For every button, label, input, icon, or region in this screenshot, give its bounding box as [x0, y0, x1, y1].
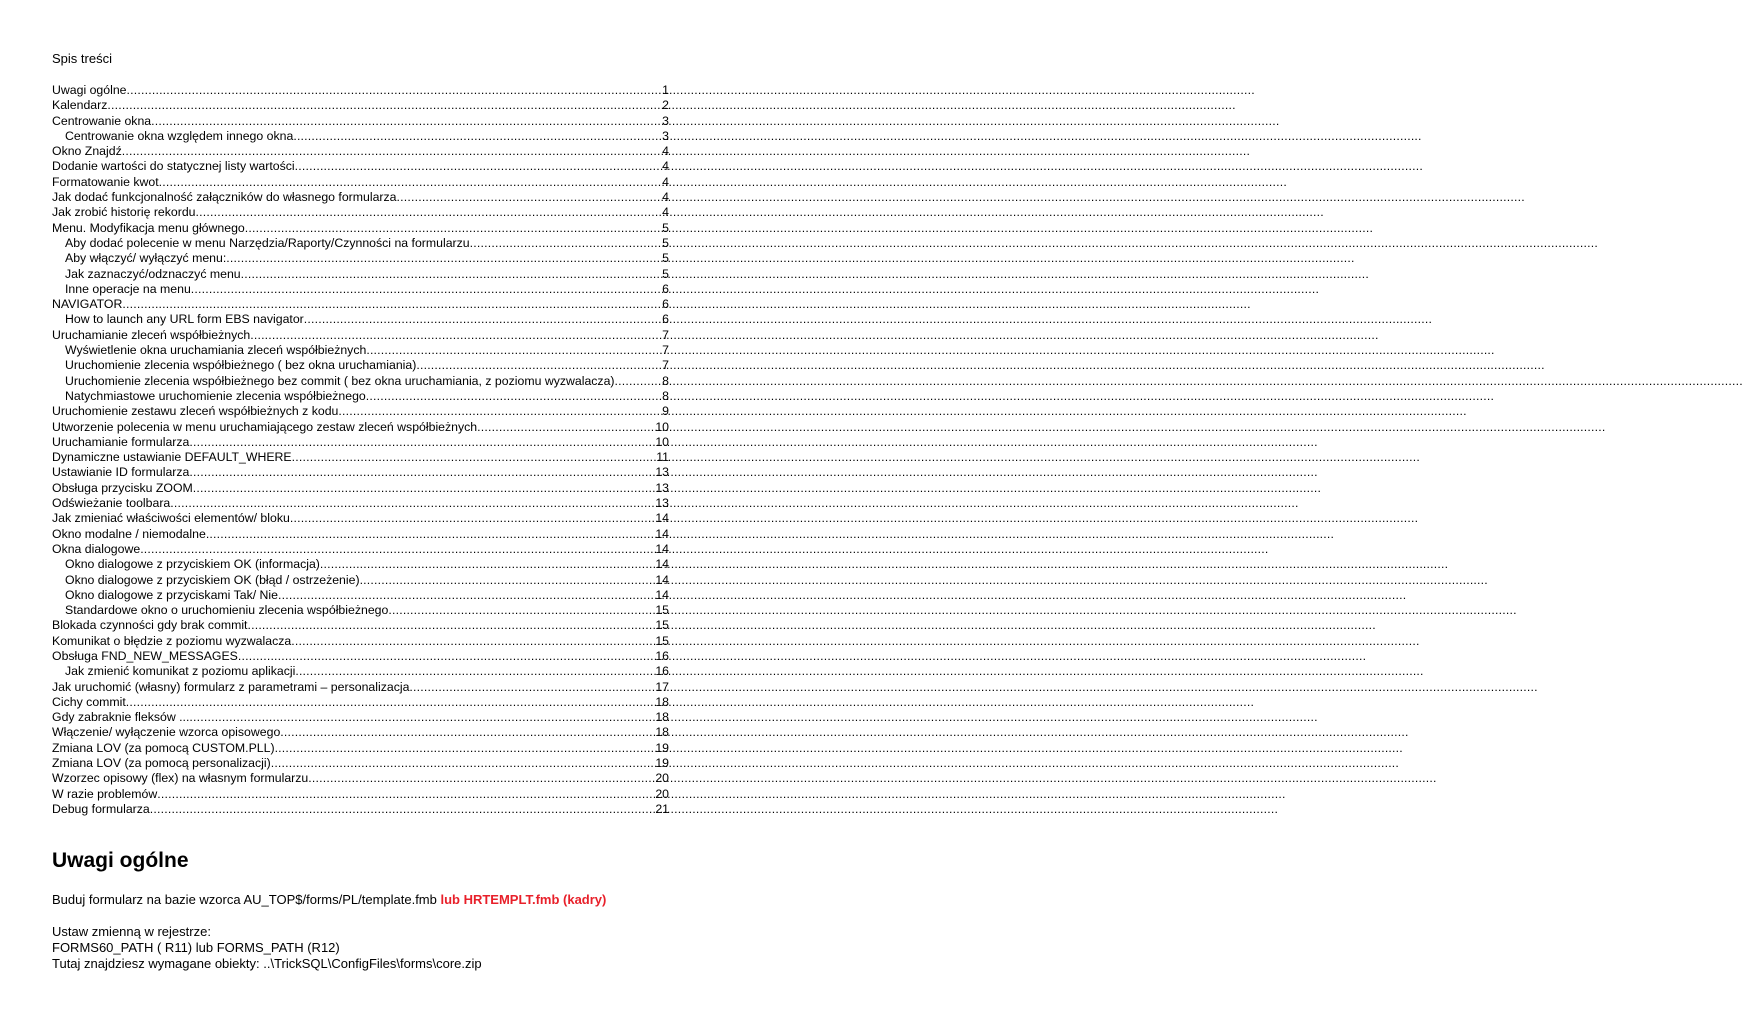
toc-entry[interactable]	[52, 221, 669, 236]
toc-entry-page-number[interactable]: 14	[655, 557, 669, 572]
toc-leader-dots	[107, 98, 662, 113]
toc-entry-label[interactable]: Obsługa przycisku ZOOM	[52, 480, 193, 495]
toc-leader-dots	[241, 267, 663, 282]
toc-entry[interactable]	[52, 251, 669, 266]
section-paragraph-template	[52, 892, 606, 908]
toc-entry-page-number[interactable]: 6	[662, 281, 669, 296]
toc-entry-page-number[interactable]: 10	[655, 419, 669, 434]
toc-entry-page-number[interactable]: 7	[662, 358, 669, 373]
toc-entry-label[interactable]: NAVIGATOR	[52, 297, 123, 312]
toc-leader-dots	[245, 221, 662, 236]
toc-entry-label[interactable]: Cichy commit	[52, 694, 126, 709]
document-page	[0, 0, 724, 1024]
toc-entry-page-number[interactable]: 3	[662, 113, 669, 128]
toc-entry[interactable]	[52, 374, 669, 389]
toc-entry-page-number[interactable]: 14	[655, 541, 669, 556]
toc-entry[interactable]	[52, 175, 669, 190]
required-objects-line: Tutaj znajdziesz wymagane obiekty: ..\TrickSQL\ConfigFiles\forms\core.zip	[52, 956, 482, 971]
toc-entry-label[interactable]: Centrowanie okna względem innego okna	[65, 128, 294, 143]
toc-entry-label[interactable]: Gdy zabraknie fleksów ...	[52, 710, 190, 725]
toc-entry-label[interactable]: Zmiana LOV (za pomocą personalizacji)	[52, 756, 271, 771]
toc-leader-dots	[360, 573, 656, 588]
toc-entry-label[interactable]: Centrowanie okna	[52, 113, 152, 128]
toc-entry-label[interactable]: How to launch any URL form EBS navigator	[65, 312, 304, 327]
toc-leader-dots	[291, 634, 655, 649]
toc-entry[interactable]	[52, 680, 669, 695]
toc-leader-dots	[157, 787, 655, 802]
toc-entry-label[interactable]: Komunikat o błędzie z poziomu wyzwalacza	[52, 633, 292, 648]
toc-entry[interactable]	[52, 496, 669, 511]
toc-entry-page-number[interactable]: 8	[662, 388, 669, 403]
toc-entry[interactable]	[52, 542, 669, 557]
toc-entry[interactable]	[52, 588, 669, 603]
toc-entry[interactable]	[52, 435, 669, 450]
toc-entry-page-number[interactable]: 1	[662, 83, 669, 97]
toc-leader-dots	[295, 159, 663, 174]
toc-leader-dots	[292, 450, 657, 465]
toc-leader-dots	[366, 343, 662, 358]
toc-entry[interactable]	[52, 404, 669, 419]
toc-entry-page-number[interactable]: 13	[655, 480, 669, 495]
toc-entry[interactable]	[52, 205, 669, 220]
toc-entry-label[interactable]: Włączenie/ wyłączenie wzorca opisowego	[52, 725, 281, 740]
toc-entry-page-number[interactable]: 21	[655, 801, 669, 816]
toc-entry[interactable]	[52, 420, 669, 435]
toc-entry-label[interactable]: Jak zrobić historię rekordu	[52, 205, 196, 220]
toc-entry[interactable]	[52, 83, 669, 98]
toc-leader-dots	[416, 358, 662, 373]
toc-entry-label[interactable]: Utworzenie polecenia w menu uruchamiającego zestaw zleceń współbieżnych	[52, 419, 478, 434]
toc-entry-page-number[interactable]: 13	[655, 496, 669, 511]
toc-leader-dots	[290, 511, 655, 526]
toc-entry-label[interactable]: Aby włączyć/ wyłączyć menu:	[65, 251, 227, 266]
toc-entry-label[interactable]: Okna dialogowe	[52, 541, 141, 556]
toc-entry[interactable]	[52, 573, 669, 588]
toc-entry[interactable]	[52, 358, 669, 373]
toc-entry[interactable]	[52, 98, 669, 113]
toc-entry[interactable]	[52, 267, 669, 282]
toc-entry[interactable]	[52, 144, 669, 159]
toc-entry-page-number[interactable]: 5	[662, 266, 669, 281]
toc-entry-label[interactable]: Uruchamianie formularza	[52, 434, 190, 449]
toc-entry-page-number[interactable]: 7	[662, 343, 669, 358]
toc-entry[interactable]	[52, 664, 669, 679]
toc-leader-dots	[293, 129, 662, 144]
toc-leader-dots	[338, 404, 662, 419]
toc-leader-dots	[247, 618, 655, 633]
toc-leader-dots	[477, 420, 655, 435]
toc-entry-label[interactable]: Uruchamianie zleceń współbieżnych	[52, 327, 251, 342]
toc-leader-dots	[409, 680, 655, 695]
toc-entry-label[interactable]: Jak zmienić komunikat z poziomu aplikacji	[65, 664, 296, 679]
toc-entry-label[interactable]: Okno dialogowe z przyciskiem OK (informacja)	[65, 557, 320, 572]
toc-leader-dots	[191, 282, 662, 297]
toc-entry-page-number[interactable]: 14	[655, 572, 669, 587]
toc-leader-dots	[308, 771, 655, 786]
toc-leader-dots	[206, 527, 656, 542]
toc-entry-page-number[interactable]: 4	[662, 144, 669, 159]
toc-leader-dots	[122, 144, 662, 159]
toc-leader-dots	[615, 374, 663, 389]
toc-entry-page-number[interactable]: 4	[662, 174, 669, 189]
toc-leader-dots	[271, 756, 656, 771]
toc-entry-page-number[interactable]: 5	[662, 220, 669, 235]
toc-entry-label[interactable]: Jak dodać funkcjonalność załączników do własnego formularza	[52, 190, 397, 205]
toc-leader-dots	[238, 649, 655, 664]
toc-leader-dots	[159, 175, 663, 190]
toc-entry[interactable]	[52, 343, 669, 358]
toc-entry-page-number[interactable]: 5	[662, 235, 669, 250]
toc-entry[interactable]	[52, 282, 669, 297]
toc-entry-label[interactable]: Uwagi ogólne	[52, 83, 127, 97]
toc-entry[interactable]	[52, 756, 669, 771]
toc-entry-label[interactable]: Menu. Modyfikacja menu głównego	[52, 220, 245, 235]
toc-entry-page-number[interactable]: 7	[662, 327, 669, 342]
toc-leader-dots	[122, 297, 662, 312]
toc-entry-page-number[interactable]: 11	[656, 450, 669, 465]
toc-entry[interactable]	[52, 771, 669, 786]
toc-entry-label[interactable]: Okno dialogowe z przyciskami Tak/ Nie	[65, 587, 279, 602]
toc-entry-label[interactable]: Ustawianie ID formularza	[52, 465, 190, 480]
toc-entry[interactable]	[52, 159, 669, 174]
toc-leader-dots	[189, 710, 655, 725]
toc-entry-label[interactable]: Jak zmieniać właściwości elementów/ bloku	[52, 511, 290, 526]
toc-entry-label[interactable]: Jak uruchomić (własny) formularz z parametrami – personalizacja	[52, 679, 410, 694]
toc-entry[interactable]	[52, 557, 669, 572]
toc-entry-label[interactable]: Kalendarz	[52, 98, 108, 113]
toc-entry[interactable]	[52, 236, 669, 251]
toc-entry-page-number[interactable]: 14	[655, 511, 669, 526]
toc-entry[interactable]	[52, 802, 669, 817]
toc-entry-label[interactable]: Dodanie wartości do statycznej listy wartości	[52, 159, 295, 174]
toc-entry-page-number[interactable]: 6	[662, 312, 669, 327]
toc-entry[interactable]	[52, 328, 669, 343]
toc-leader-dots	[397, 190, 663, 205]
toc-entry-page-number[interactable]: 13	[655, 465, 669, 480]
toc-entry-page-number[interactable]: 10	[655, 434, 669, 449]
toc-entry-page-number[interactable]: 15	[655, 618, 669, 633]
toc-leader-dots	[470, 236, 663, 251]
toc-entry-page-number[interactable]: 8	[662, 373, 669, 388]
toc-entry-page-number[interactable]: 15	[655, 633, 669, 648]
toc-entry-page-number[interactable]: 5	[662, 251, 669, 266]
toc-entry-page-number[interactable]: 16	[655, 664, 669, 679]
toc-entry-label[interactable]: W razie problemów	[52, 786, 158, 801]
toc-entry[interactable]	[52, 741, 669, 756]
toc-entry[interactable]	[52, 190, 669, 205]
toc-entry-label[interactable]: Odświeżanie toolbara	[52, 496, 171, 511]
toc-entry[interactable]	[52, 787, 669, 802]
registry-instruction: Ustaw zmienną w rejestrze:	[52, 924, 211, 939]
toc-entry-page-number[interactable]: 17	[655, 679, 669, 694]
toc-entry[interactable]	[52, 511, 669, 526]
toc-entry-page-number[interactable]: 20	[655, 786, 669, 801]
toc-entry-page-number[interactable]: 18	[655, 710, 669, 725]
toc-entry-page-number[interactable]: 18	[655, 725, 669, 740]
toc-entry-page-number[interactable]: 19	[655, 740, 669, 755]
toc-entry-label[interactable]: Dynamiczne ustawianie DEFAULT_WHERE	[52, 450, 292, 465]
toc-entry-page-number[interactable]: 4	[662, 205, 669, 220]
toc-entry[interactable]	[52, 603, 669, 618]
toc-entry[interactable]	[52, 481, 669, 496]
toc-entry[interactable]	[52, 618, 669, 633]
section-heading: Uwagi ogólne	[52, 849, 189, 872]
toc-leader-dots	[388, 603, 655, 618]
template-highlight: lub HRTEMPLT.fmb (kadry)	[440, 892, 607, 907]
toc-entry[interactable]	[52, 129, 669, 144]
table-of-contents	[52, 83, 669, 817]
toc-leader-dots	[126, 695, 656, 710]
toc-leader-dots	[196, 205, 663, 220]
toc-leader-dots	[140, 542, 655, 557]
toc-entry-label[interactable]: Okno modalne / niemodalne	[52, 526, 206, 541]
toc-leader-dots	[250, 328, 662, 343]
toc-entry-label[interactable]: Obsługa FND_NEW_MESSAGES	[52, 648, 238, 663]
toc-entry-label[interactable]: Uruchomienie zestawu zleceń współbieżnych z kodu	[52, 404, 339, 419]
toc-entry-page-number[interactable]: 15	[655, 603, 669, 618]
toc-entry-page-number[interactable]: 4	[662, 190, 669, 205]
toc-entry-label[interactable]: Formatowanie kwot	[52, 174, 159, 189]
toc-leader-dots	[320, 557, 655, 572]
toc-entry-label[interactable]: Wzorzec opisowy (flex) na własnym formularzu	[52, 771, 309, 786]
toc-entry-page-number[interactable]: 6	[662, 297, 669, 312]
toc-entry-page-number[interactable]: 18	[655, 694, 669, 709]
toc-entry[interactable]	[52, 649, 669, 664]
toc-leader-dots	[127, 83, 663, 98]
toc-entry-page-number[interactable]: 4	[662, 159, 669, 174]
toc-leader-dots	[280, 725, 655, 740]
toc-entry[interactable]	[52, 710, 669, 725]
toc-entry-label[interactable]: Debug formularza	[52, 801, 150, 816]
toc-entry-label[interactable]: Uruchomienie zlecenia współbieżnego ( bez okna uruchamiania)	[65, 358, 417, 373]
toc-entry-label[interactable]: Inne operacje na menu	[65, 281, 191, 296]
toc-entry-page-number[interactable]: 19	[655, 756, 669, 771]
toc-leader-dots	[189, 435, 655, 450]
toc-entry-label[interactable]: Zmiana LOV (za pomocą CUSTOM.PLL)	[52, 740, 275, 755]
toc-entry[interactable]	[52, 465, 669, 480]
toc-entry[interactable]	[52, 634, 669, 649]
toc-leader-dots	[189, 465, 655, 480]
toc-entry-page-number[interactable]: 20	[655, 771, 669, 786]
toc-entry-label[interactable]: Standardowe okno o uruchomieniu zlecenia współbieżnego	[65, 603, 389, 618]
toc-leader-dots	[304, 312, 662, 327]
toc-entry[interactable]	[52, 450, 669, 465]
toc-leader-dots	[150, 802, 656, 817]
toc-entry-label[interactable]: Aby dodać polecenie w menu Narzędzia/Raporty/Czynności na formularzu	[65, 235, 470, 250]
toc-entry[interactable]	[52, 114, 669, 129]
toc-entry[interactable]	[52, 527, 669, 542]
toc-entry[interactable]	[52, 312, 669, 327]
toc-entry-label[interactable]: Okno Znajdź	[52, 144, 122, 159]
toc-entry-page-number[interactable]: 14	[655, 526, 669, 541]
toc-title: Spis treści	[52, 51, 112, 66]
toc-leader-dots	[226, 251, 662, 266]
toc-entry-label[interactable]: Jak zaznaczyć/odznaczyć menu	[65, 266, 241, 281]
toc-entry-page-number[interactable]: 9	[662, 404, 669, 419]
toc-entry-label[interactable]: Wyświetlenie okna uruchamiania zleceń współbieżnych	[65, 343, 367, 358]
toc-leader-dots	[295, 664, 655, 679]
toc-entry-page-number[interactable]: 3	[662, 128, 669, 143]
toc-leader-dots	[278, 588, 655, 603]
toc-entry-page-number[interactable]: 14	[655, 587, 669, 602]
toc-entry[interactable]	[52, 389, 669, 404]
toc-entry-page-number[interactable]: 2	[662, 98, 669, 113]
toc-leader-dots	[366, 389, 662, 404]
toc-leader-dots	[151, 114, 662, 129]
toc-leader-dots	[193, 481, 656, 496]
forms-path-line: FORMS60_PATH ( R11) lub FORMS_PATH (R12)	[52, 940, 340, 955]
toc-entry-page-number[interactable]: 16	[655, 648, 669, 663]
toc-entry[interactable]	[52, 297, 669, 312]
toc-entry-label[interactable]: Natychmiastowe uruchomienie zlecenia współbieżnego	[65, 388, 366, 403]
template-text: Buduj formularz na bazie wzorca AU_TOP$/forms/PL/template.fmb	[52, 892, 441, 907]
toc-entry[interactable]	[52, 695, 669, 710]
toc-entry-label[interactable]: Uruchomienie zlecenia współbieżnego bez commit ( bez okna uruchamiania, z poziomu wyzwalacza)	[65, 373, 615, 388]
toc-entry-label[interactable]: Blokada czynności gdy brak commit	[52, 618, 248, 633]
toc-entry-label[interactable]: Okno dialogowe z przyciskiem OK (błąd / ostrzeżenie)	[65, 572, 360, 587]
toc-leader-dots	[170, 496, 655, 511]
toc-leader-dots	[275, 741, 656, 756]
toc-entry[interactable]	[52, 725, 669, 740]
